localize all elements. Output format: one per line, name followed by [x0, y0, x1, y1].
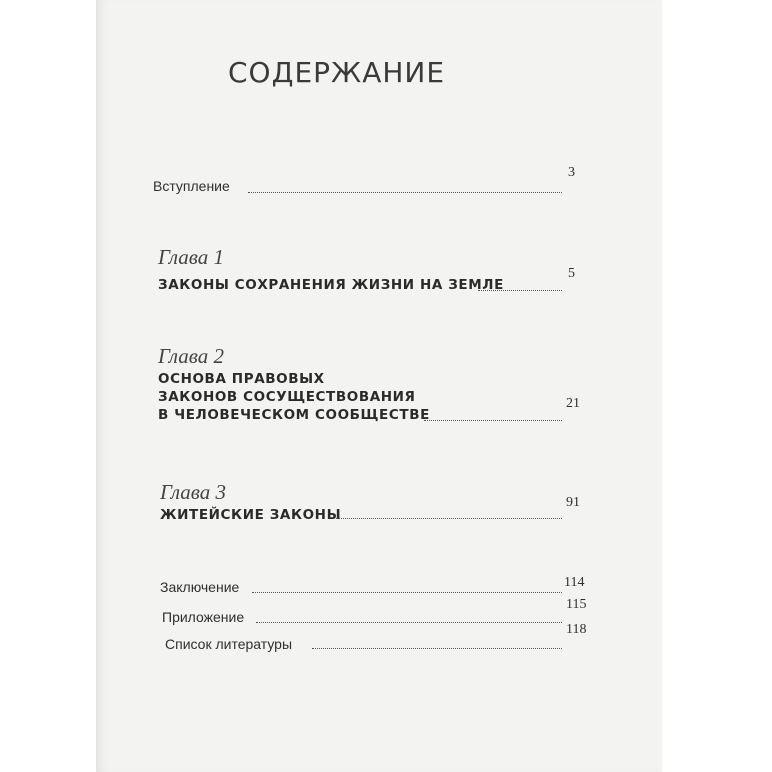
toc-entry-intro-page: 3: [568, 165, 575, 180]
toc-leader-dots: [424, 420, 562, 421]
toc-leader-dots: [252, 592, 562, 593]
toc-entry-appendix-label: Приложение: [162, 609, 245, 625]
toc-leader-dots: [336, 518, 562, 519]
toc-entry-intro-label: Вступление: [153, 178, 230, 194]
chapter-2-title-line-1: ОСНОВА ПРАВОВЫХ: [158, 371, 325, 387]
toc-leader-dots: [478, 290, 562, 291]
toc-entry-references-label: Список литературы: [165, 636, 293, 652]
chapter-2-title-line-2: ЗАКОНОВ СОСУЩЕСТВОВАНИЯ: [158, 389, 416, 405]
chapter-3-label: Глава 3: [160, 480, 226, 504]
chapter-1-page: 5: [568, 266, 575, 281]
toc-entry-conclusion-page: 114: [564, 575, 585, 590]
toc-leader-dots: [256, 622, 562, 623]
chapter-3-page: 91: [566, 495, 580, 510]
chapter-3-title: ЖИТЕЙСКИЕ ЗАКОНЫ: [160, 507, 342, 523]
chapter-1-title: ЗАКОНЫ СОХРАНЕНИЯ ЖИЗНИ НА ЗЕМЛЕ: [158, 277, 504, 293]
toc-entry-conclusion-label: Заключение: [160, 579, 240, 595]
chapter-1-label: Глава 1: [158, 245, 224, 269]
chapter-2-page: 21: [566, 396, 580, 411]
toc-leader-dots: [248, 192, 562, 193]
toc-entry-appendix-page: 115: [566, 597, 587, 612]
chapter-2-label: Глава 2: [158, 344, 224, 368]
toc-leader-dots: [312, 648, 562, 649]
toc-title: СОДЕРЖАНИЕ: [228, 56, 446, 89]
chapter-2-title-line-3: В ЧЕЛОВЕЧЕСКОМ СООБЩЕСТВЕ: [158, 407, 430, 423]
toc-entry-references-page: 118: [566, 622, 587, 637]
